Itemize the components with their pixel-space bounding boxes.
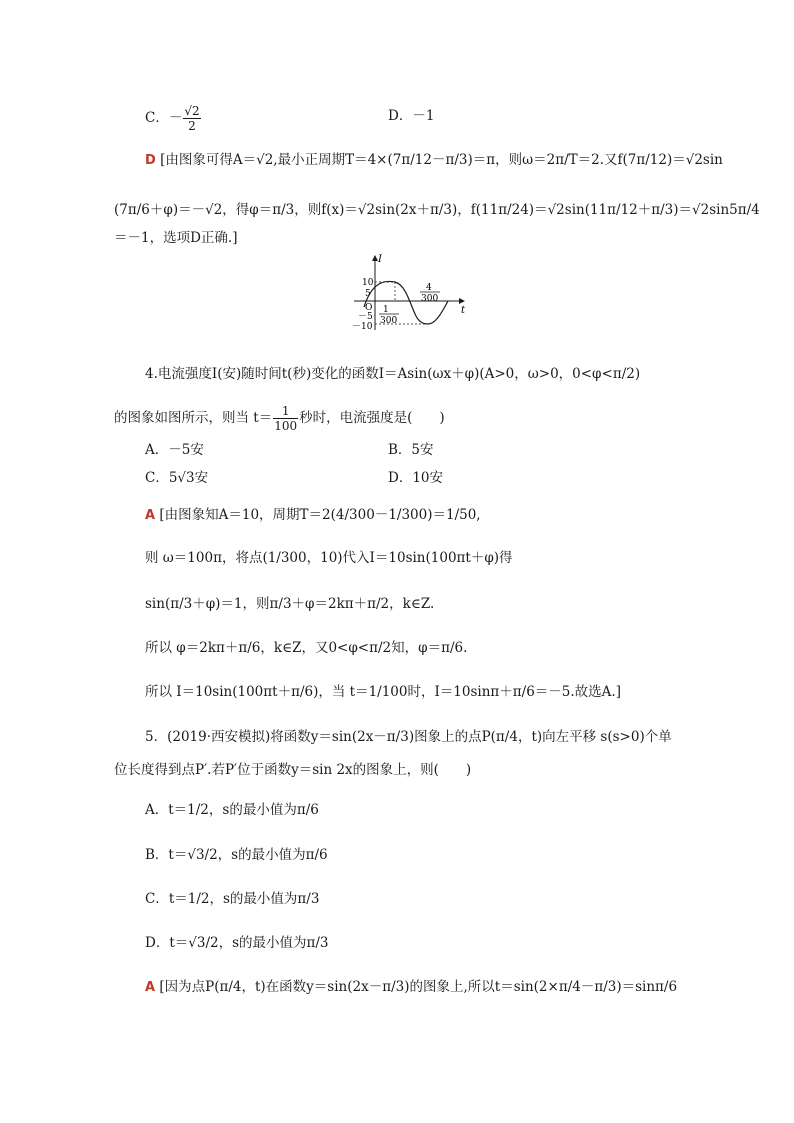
q3-solution-line2: (7π/6＋φ)＝－√2，得φ＝π/3，则f(x)＝√2sin(2x＋π/3)，f(11π/24)＝√2sin(11π/12＋π/3)＝√2sin5π/4 xyxy=(114,202,760,218)
y-axis-label: I xyxy=(378,254,382,265)
q4-solution-line5: 所以 I＝10sin(100πt＋π/6)，当 t＝1/100时，I＝10sinπ＋π/6＝－5.故选A.] xyxy=(145,684,621,700)
q4-solution-line3: sin(π/3＋φ)＝1，则π/3＋φ＝2kπ＋π/2，k∈Z. xyxy=(145,596,435,612)
x-label-1-den: 300 xyxy=(380,316,398,326)
q3-answer-letter: D xyxy=(145,153,156,168)
y-tick-neg10: －10 xyxy=(352,322,373,332)
x-label-2-num: 4 xyxy=(426,283,432,293)
q3-option-c: C．－ $\frac{√2}{2}$ xyxy=(145,104,200,133)
q5-solution-line1: A [因为点P(π/4，t)在函数y＝sin(2x－π/3)的图象上,所以t＝sin(2×π/4－π/3)＝sinπ/6 xyxy=(145,979,678,995)
q5-option-b: B．t＝√3/2，s的最小值为π/6 xyxy=(145,847,328,863)
x-label-2-den: 300 xyxy=(421,294,439,304)
q5-stem-line1: 5．(2019·西安模拟)将函数y＝sin(2x－π/3)图象上的点P(π/4，t)向左平移 s(s>0)个单 xyxy=(145,729,672,745)
q4-solution-line4: 所以 φ＝2kπ＋π/6，k∈Z，又0<φ<π/2知，φ＝π/6. xyxy=(145,640,468,656)
q5-option-a: A．t＝1/2，s的最小值为π/6 xyxy=(145,802,319,818)
q3-solution-line1: D [由图象可得A＝√2,最小正周期T＝4×(7π/12－π/3)＝π，则ω＝2π/T＝2.又f(7π/12)＝√2sin xyxy=(145,152,723,168)
q4-option-c: C．5√3安 xyxy=(145,470,209,486)
q4-solution-line2: 则 ω＝100π，将点(1/300，10)代入I＝10sin(100πt＋φ)得 xyxy=(145,550,513,566)
q4-solution-line1: A [由图象知A＝10，周期T＝2(4/300－1/300)＝1/50, xyxy=(145,507,481,523)
q5-answer-letter: A xyxy=(145,980,156,995)
x-axis-label: t xyxy=(461,305,466,316)
y-tick-neg5: －5 xyxy=(358,312,373,322)
y-tick-5: 5 xyxy=(365,289,371,299)
q4-option-b: B．5安 xyxy=(388,442,434,458)
q5-option-d: D．t＝√3/2，s的最小值为π/3 xyxy=(145,935,329,951)
y-tick-10: 10 xyxy=(362,278,374,288)
sine-graph-figure xyxy=(340,252,480,336)
x-label-1-num: 1 xyxy=(383,305,389,315)
q5-stem-line2: 位长度得到点P′.若P′位于函数y＝sin 2x的图象上，则( ) xyxy=(114,762,472,778)
q3-solution-line3: ＝－1，选项D正确.] xyxy=(114,230,238,246)
q4-stem-line1: 4.电流强度I(安)随时间t(秒)变化的函数I＝Asin(ωx＋φ)(A>0，ω>0，0<φ<π/2) xyxy=(145,366,641,382)
origin-label: O xyxy=(365,303,373,313)
q4-answer-letter: A xyxy=(145,508,156,523)
q4-option-a: A．－5安 xyxy=(145,442,204,458)
q3-option-d: D．－1 xyxy=(388,108,435,124)
q5-option-c: C．t＝1/2，s的最小值为π/3 xyxy=(145,891,320,907)
q4-option-d: D．10安 xyxy=(388,470,444,486)
q4-stem-line2: 的图象如图所示，则当 t＝ $\frac{1}{100}$ 秒时，电流强度是( ) xyxy=(114,404,445,433)
